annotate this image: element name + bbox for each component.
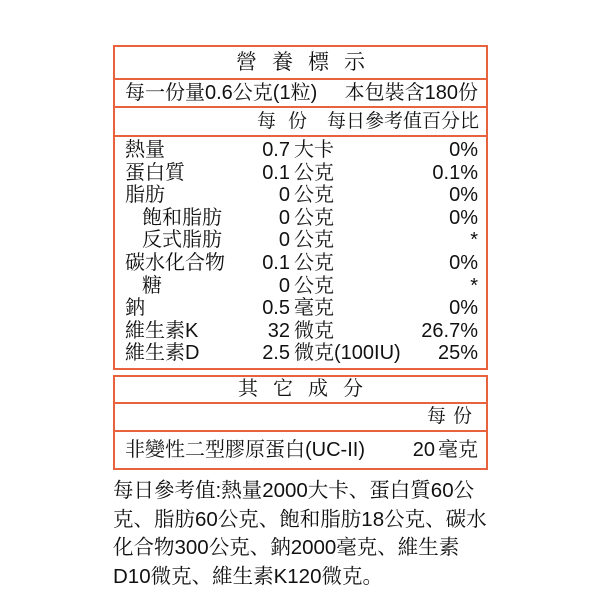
nutrient-amount: 0 [278, 184, 290, 207]
nutrient-label: 維生素K [125, 319, 199, 342]
nutrient-unit: 微克 [294, 319, 334, 342]
nutrient-label: 熱量 [125, 139, 165, 161]
nutrient-unit: 公克 [294, 274, 334, 297]
table-row-carbohydrate [115, 252, 486, 275]
nutrient-unit: 公克 [294, 184, 334, 207]
nutrient-daily-pct: 0% [449, 206, 478, 229]
servings-per-package: 本包裝含180份 [344, 82, 478, 104]
nutrient-amount: 0 [278, 274, 290, 297]
table-row-calories [115, 139, 486, 162]
table-row-ucii-collagen [115, 432, 486, 468]
nutrient-unit: 公克 [294, 251, 334, 274]
nutrient-amount: 32 [267, 319, 290, 342]
nutrient-label: 蛋白質 [125, 161, 185, 184]
nutrient-amount: 2.5 [262, 342, 290, 365]
nutrient-amount: 0.5 [262, 297, 290, 320]
table-row-fat [115, 184, 486, 207]
nutrient-label: 糖 [142, 274, 162, 297]
ingredient-unit: 毫克 [438, 439, 478, 461]
nutrient-daily-pct: * [470, 274, 478, 297]
nutrient-daily-pct: * [470, 229, 478, 252]
nutrient-daily-pct: 0% [449, 139, 478, 161]
table-row-vitamin-d [115, 342, 486, 365]
nutrient-amount: 0.1 [262, 161, 290, 184]
table-row-saturated-fat [115, 207, 486, 230]
column-headers-row [115, 108, 486, 137]
nutrition-facts-table [113, 45, 488, 370]
nutrient-rows [115, 137, 486, 368]
ingredient-amount-group [413, 432, 478, 468]
nutrient-label: 飽和脂肪 [142, 206, 222, 229]
column-header-daily-value-pct: 每日參考值百分比 [326, 111, 479, 132]
table-row-vitamin-k [115, 320, 486, 343]
table-row-sodium [115, 297, 486, 320]
other-ingredients-table [113, 375, 488, 470]
nutrient-daily-pct: 26.7% [421, 319, 478, 342]
nutrient-amount: 0 [278, 229, 290, 252]
nutrient-label: 鈉 [125, 297, 145, 320]
daily-reference-values-footnote: 每日參考值:熱量2000大卡、蛋白質60公克、脂肪60公克、飽和脂肪18公克、碳水化合物300公克、鈉2000毫克、維生素D10微克、維生素K120微克。 [113, 479, 487, 588]
nutrient-unit: 公克 [294, 206, 334, 229]
table-row-sugar [115, 275, 486, 298]
other-ingredients-title: 其它成分 [115, 377, 486, 404]
nutrient-unit: 公克 [294, 161, 334, 184]
nutrient-unit: 微克(100IU) [294, 342, 401, 365]
table-row-trans-fat [115, 229, 486, 252]
nutrient-unit: 公克 [294, 229, 334, 252]
nutrient-daily-pct: 0% [449, 184, 478, 207]
serving-size: 每一份量0.6公克(1粒) [125, 82, 318, 104]
ingredient-amount: 20 [412, 439, 435, 461]
other-ingredients-per-serving-header: 每份 [115, 404, 486, 432]
nutrient-daily-pct: 0% [449, 251, 478, 274]
table-row-protein [115, 162, 486, 185]
nutrient-unit: 毫克 [294, 297, 334, 320]
nutrient-label: 維生素D [125, 342, 200, 365]
nutrient-amount: 0.1 [262, 251, 290, 274]
nutrient-daily-pct: 25% [437, 342, 478, 365]
nutrient-daily-pct: 0.1% [432, 161, 478, 184]
nutrient-unit: 大卡 [294, 139, 334, 161]
ingredient-label: 非變性二型膠原蛋白(UC-II) [125, 439, 365, 461]
nutrient-label: 碳水化合物 [125, 251, 225, 274]
nutrient-amount: 0 [278, 206, 290, 229]
nutrient-label: 反式脂肪 [142, 229, 222, 252]
serving-info-row [115, 80, 486, 108]
column-header-per-serving: 每份 [256, 111, 319, 132]
nutrition-facts-title: 營養標示 [115, 47, 486, 80]
nutrient-label: 脂肪 [125, 184, 165, 207]
nutrient-daily-pct: 0% [449, 297, 478, 320]
nutrient-amount: 0.7 [262, 139, 290, 161]
